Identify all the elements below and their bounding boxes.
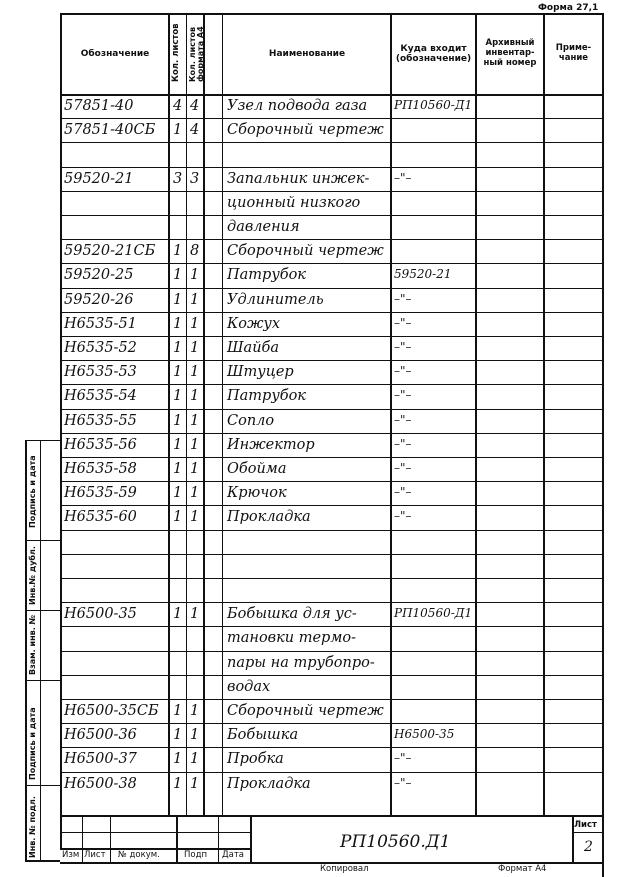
cell-where: –"– bbox=[394, 751, 412, 766]
row-divider bbox=[60, 772, 604, 773]
footer-sheet-number: 2 bbox=[584, 839, 593, 855]
row-divider bbox=[60, 288, 604, 289]
side-label-inv-dubl: Инв.№ дубл. bbox=[28, 546, 37, 605]
cell-des: 57851-40 bbox=[64, 98, 134, 114]
footer-data: Дата bbox=[222, 850, 245, 860]
row-divider bbox=[60, 239, 604, 240]
cell-name: Узел подвода газа bbox=[227, 98, 368, 114]
cell-name: водах bbox=[227, 678, 271, 695]
cell-a4: 1 bbox=[190, 727, 200, 744]
cell-n: 1 bbox=[173, 775, 183, 792]
row-divider bbox=[60, 360, 604, 361]
cell-a4: 1 bbox=[190, 509, 200, 526]
side-label-inv-podl: Инв. № подл. bbox=[28, 796, 37, 858]
cell-des: 59520-25 bbox=[64, 267, 134, 284]
cell-where: –"– bbox=[394, 436, 412, 451]
cell-n: 3 bbox=[173, 170, 183, 187]
cell-des: 59520-26 bbox=[64, 291, 134, 308]
row-divider bbox=[60, 578, 604, 579]
cell-a4: 1 bbox=[190, 751, 200, 768]
cell-name: тановки термо- bbox=[227, 630, 356, 647]
cell-des: Н6535-53 bbox=[64, 364, 137, 381]
cell-name: Сборочный чертеж bbox=[227, 122, 384, 139]
cell-name: Бобышка bbox=[227, 727, 299, 744]
header-archive bbox=[477, 14, 543, 94]
cell-des: 59520-21СБ bbox=[64, 243, 156, 260]
cell-n: 1 bbox=[173, 509, 183, 526]
cell-a4: 1 bbox=[190, 775, 200, 792]
header-archive-line1: Архивный bbox=[485, 38, 535, 49]
header-sheets-count: Кол. листов bbox=[171, 23, 181, 82]
header-archive-line3: ный номер bbox=[483, 57, 537, 68]
header-name: Наименование bbox=[268, 48, 346, 59]
cell-des: Н6535-56 bbox=[64, 436, 137, 453]
side-label-sign-date-top: Подпись и дата bbox=[28, 455, 37, 528]
cell-des: Н6500-36 bbox=[64, 727, 137, 744]
header-note-line1: Приме- bbox=[555, 43, 592, 54]
cell-n: 1 bbox=[173, 485, 183, 502]
row-divider bbox=[60, 554, 604, 555]
cell-name: Крючок bbox=[227, 485, 287, 502]
row-divider bbox=[60, 602, 604, 603]
cell-des: Н6535-59 bbox=[64, 485, 137, 502]
cell-n: 1 bbox=[173, 315, 183, 332]
cell-a4: 1 bbox=[190, 485, 200, 502]
header-sheets-a4-2: формата А4 bbox=[196, 26, 205, 82]
cell-a4: 1 bbox=[190, 315, 200, 332]
cell-des: Н6535-60 bbox=[64, 509, 137, 526]
footer-podp: Подп bbox=[184, 850, 208, 860]
row-divider bbox=[60, 263, 604, 264]
cell-n: 1 bbox=[173, 364, 183, 381]
header-where-used-line1: Куда входит bbox=[400, 43, 467, 54]
cell-n: 1 bbox=[173, 243, 183, 260]
cell-where: Н6500-35 bbox=[394, 727, 455, 742]
cell-a4: 8 bbox=[190, 243, 200, 260]
row-divider bbox=[60, 433, 604, 434]
cell-where: –"– bbox=[394, 340, 412, 354]
cell-name: Прокладка bbox=[227, 775, 311, 792]
cell-name: Сборочный чертеж bbox=[227, 703, 384, 719]
cell-a4: 1 bbox=[190, 606, 200, 623]
cell-a4: 1 bbox=[190, 461, 200, 477]
cell-name: ционный низкого bbox=[227, 194, 361, 211]
row-divider bbox=[60, 651, 604, 652]
cell-n: 1 bbox=[173, 703, 183, 719]
cell-a4: 1 bbox=[190, 703, 200, 719]
cell-a4: 1 bbox=[190, 340, 200, 356]
header-note-line2: чание bbox=[558, 53, 589, 63]
cell-name: Обойма bbox=[227, 461, 287, 477]
cell-a4: 1 bbox=[190, 388, 200, 405]
cell-a4: 3 bbox=[190, 170, 200, 187]
cell-des: Н6500-35СБ bbox=[64, 703, 159, 719]
cell-a4: 1 bbox=[190, 364, 200, 381]
cell-where: –"– bbox=[394, 461, 412, 475]
footer-sheet-label: Лист bbox=[574, 820, 597, 830]
cell-des: Н6500-38 bbox=[64, 775, 137, 792]
row-divider bbox=[60, 384, 604, 385]
cell-n: 1 bbox=[173, 340, 183, 356]
row-divider bbox=[60, 191, 604, 192]
header-designation: Обозначение bbox=[80, 48, 150, 59]
row-divider bbox=[60, 723, 604, 724]
cell-a4: 1 bbox=[190, 267, 200, 284]
cell-name: Патрубок bbox=[227, 388, 306, 405]
form-label: Форма 27,1 bbox=[538, 3, 599, 13]
cell-name: Штуцер bbox=[227, 364, 294, 381]
header-archive-line2: инвентар- bbox=[485, 48, 535, 59]
cell-name: Бобышка для ус- bbox=[227, 606, 357, 623]
footer-doc-code: РП10560.Д1 bbox=[340, 832, 451, 852]
row-divider bbox=[60, 626, 604, 627]
cell-where: –"– bbox=[394, 775, 412, 790]
cell-name: Шайба bbox=[227, 340, 280, 356]
row-divider bbox=[60, 409, 604, 410]
cell-des: 59520-21 bbox=[64, 170, 134, 187]
footer-kopiroval: Копировал bbox=[320, 864, 369, 874]
cell-des: Н6535-55 bbox=[64, 412, 137, 429]
cell-a4: 4 bbox=[190, 98, 200, 114]
cell-name: Прокладка bbox=[227, 509, 311, 526]
footer-n-dokum: № докум. bbox=[118, 850, 160, 860]
cell-where: –"– bbox=[394, 364, 412, 379]
row-divider bbox=[60, 215, 604, 216]
row-divider bbox=[60, 505, 604, 506]
cell-n: 1 bbox=[173, 291, 183, 308]
cell-des: 57851-40СБ bbox=[64, 122, 156, 139]
footer-list: Лист bbox=[84, 850, 106, 860]
cell-where: –"– bbox=[394, 509, 412, 524]
row-divider bbox=[60, 167, 604, 168]
row-divider bbox=[60, 481, 604, 482]
cell-where: РП10560-Д1 bbox=[394, 98, 473, 112]
cell-name: Запальник инжек- bbox=[227, 170, 370, 187]
cell-des: Н6535-51 bbox=[64, 315, 137, 332]
cell-n: 1 bbox=[173, 461, 183, 477]
cell-name: Сборочный чертеж bbox=[227, 243, 384, 260]
cell-where: 59520-21 bbox=[394, 267, 452, 282]
footer-izm: Изм bbox=[62, 850, 80, 860]
cell-n: 1 bbox=[173, 122, 183, 139]
cell-des: Н6500-35 bbox=[64, 606, 137, 623]
cell-des: Н6535-54 bbox=[64, 388, 137, 405]
header-where-used bbox=[392, 14, 475, 94]
cell-a4: 1 bbox=[190, 436, 200, 453]
footer-format: Формат А4 bbox=[498, 864, 547, 874]
row-divider bbox=[60, 312, 604, 313]
row-divider bbox=[60, 747, 604, 748]
cell-n: 1 bbox=[173, 412, 183, 429]
cell-name: Удлинитель bbox=[227, 291, 324, 308]
cell-name: Пробка bbox=[227, 751, 284, 768]
cell-des: Н6500-37 bbox=[64, 751, 137, 768]
row-divider bbox=[60, 675, 604, 676]
cell-where: –"– bbox=[394, 170, 412, 185]
row-divider bbox=[60, 457, 604, 458]
row-divider bbox=[60, 118, 604, 119]
row-divider bbox=[60, 530, 604, 531]
cell-where: –"– bbox=[394, 315, 412, 330]
cell-n: 1 bbox=[173, 751, 183, 768]
header-where-used-line2: (обозначение) bbox=[395, 54, 472, 64]
cell-des: Н6535-52 bbox=[64, 340, 137, 356]
cell-where: –"– bbox=[394, 388, 412, 403]
cell-name: пары на трубопро- bbox=[227, 654, 375, 671]
cell-where: РП10560-Д1 bbox=[394, 606, 473, 621]
cell-n: 1 bbox=[173, 267, 183, 284]
cell-a4: 4 bbox=[190, 122, 200, 139]
cell-where: –"– bbox=[394, 412, 412, 427]
cell-des: Н6535-58 bbox=[64, 461, 137, 477]
cell-n: 1 bbox=[173, 727, 183, 744]
cell-name: Кожух bbox=[227, 315, 281, 332]
cell-name: Патрубок bbox=[227, 267, 306, 284]
cell-where: –"– bbox=[394, 291, 412, 306]
cell-n: 1 bbox=[173, 436, 183, 453]
row-divider bbox=[60, 336, 604, 337]
cell-name: давления bbox=[227, 219, 300, 235]
cell-where: –"– bbox=[394, 485, 412, 500]
cell-a4: 1 bbox=[190, 412, 200, 429]
header-sheets-a4-1: Кол. листов bbox=[188, 26, 197, 82]
cell-n: 4 bbox=[173, 98, 183, 114]
cell-n: 1 bbox=[173, 388, 183, 405]
row-divider bbox=[60, 142, 604, 143]
row-divider bbox=[60, 699, 604, 700]
cell-name: Инжектор bbox=[227, 436, 315, 453]
header-note bbox=[545, 14, 602, 94]
side-label-sign-date-bottom: Подпись и дата bbox=[28, 707, 37, 780]
side-label-vzam-inv: Взам. инв. № bbox=[28, 614, 37, 675]
cell-a4: 1 bbox=[190, 291, 200, 308]
cell-name: Сопло bbox=[227, 412, 275, 429]
cell-n: 1 bbox=[173, 606, 183, 623]
